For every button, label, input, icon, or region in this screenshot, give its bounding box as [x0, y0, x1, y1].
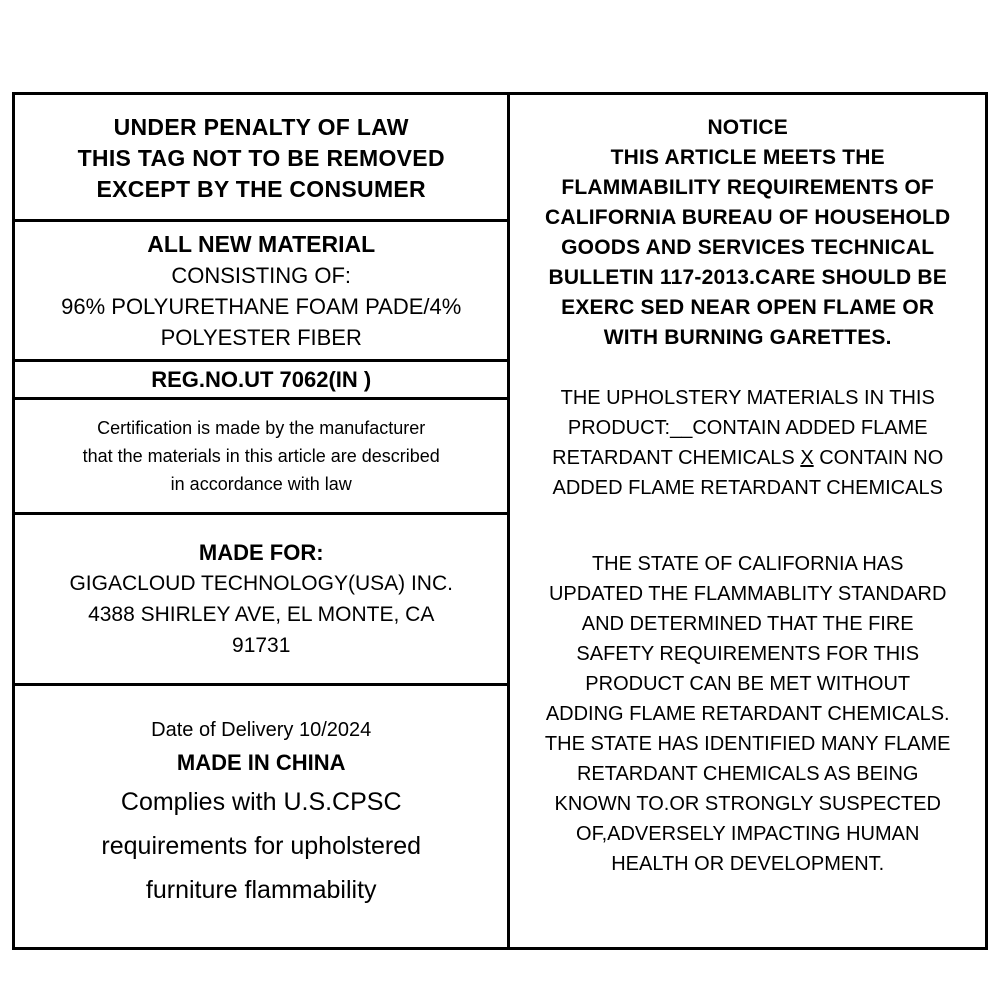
- registration-number-block: [15, 362, 507, 400]
- state-line-6: ADDING FLAME RETARDANT CHEMICALS.: [545, 703, 950, 725]
- delivery-date: Date of Delivery 10/2024: [151, 719, 372, 741]
- state-of-california-block: [520, 503, 975, 879]
- compliance-line-3: furniture flammability: [145, 876, 377, 904]
- made-for-company: GIGACLOUD TECHNOLOGY(USA) INC.: [69, 572, 453, 595]
- upholstery-line-3: [520, 443, 975, 473]
- state-line-7: THE STATE HAS IDENTIFIED MANY FLAME: [544, 733, 951, 755]
- state-line-8: RETARDANT CHEMICALS AS BEING: [576, 763, 919, 785]
- state-line-11: HEALTH OR DEVELOPMENT.: [611, 853, 885, 875]
- notice-block: [520, 95, 975, 353]
- certification-line-1: Certification is made by the manufacturer: [97, 418, 426, 438]
- notice-line-8: WITH BURNING GARETTES.: [603, 326, 892, 349]
- notice-line-4: CALIFORNIA BUREAU OF HOUSEHOLD: [545, 206, 951, 229]
- notice-line-7: EXERC SED NEAR OPEN FLAME OR: [561, 296, 935, 319]
- penalty-line-1: UNDER PENALTY OF LAW: [113, 114, 409, 140]
- material-heading: ALL NEW MATERIAL: [147, 231, 376, 257]
- registration-number: REG.NO.UT 7062(IN ): [151, 367, 372, 392]
- notice-line-3: FLAMMABILITY REQUIREMENTS OF: [561, 176, 935, 199]
- upholstery-line-3-post: CONTAIN NO: [813, 447, 944, 469]
- compliance-line-2: requirements for upholstered: [101, 832, 422, 860]
- state-line-3: AND DETERMINED THAT THE FIRE: [581, 613, 914, 635]
- material-content-block: [15, 222, 507, 362]
- upholstery-line-1: THE UPHOLSTERY MATERIALS IN THIS: [560, 387, 935, 409]
- state-line-10: OF,ADVERSELY IMPACTING HUMAN: [576, 823, 920, 845]
- certification-line-2: that the materials in this article are described: [82, 446, 440, 466]
- delivery-compliance-block: [15, 686, 507, 947]
- upholstery-line-4: ADDED FLAME RETARDANT CHEMICALS: [552, 477, 943, 499]
- material-line-2: 96% POLYURETHANE FOAM PADE/4%: [61, 294, 462, 319]
- made-for-heading: MADE FOR:: [198, 540, 324, 565]
- penalty-line-3: EXCEPT BY THE CONSUMER: [96, 176, 426, 202]
- state-line-2: UPDATED THE FLAMMABLITY STANDARD: [548, 583, 947, 605]
- notice-line-6: BULLETIN 117-2013.CARE SHOULD BE: [548, 266, 947, 289]
- state-line-4: SAFETY REQUIREMENTS FOR THIS: [576, 643, 920, 665]
- material-line-1: CONSISTING OF:: [171, 263, 352, 288]
- compliance-line-1: Complies with U.S.CPSC: [120, 788, 402, 816]
- upholstery-line-2: PRODUCT:__CONTAIN ADDED FLAME: [567, 417, 928, 439]
- left-column: [15, 95, 510, 947]
- notice-line-5: GOODS AND SERVICES TECHNICAL: [561, 236, 935, 259]
- right-column: [510, 95, 985, 947]
- state-line-5: PRODUCT CAN BE MET WITHOUT: [585, 673, 911, 695]
- penalty-of-law-block: [15, 95, 507, 222]
- notice-line-2: THIS ARTICLE MEETS THE: [610, 146, 885, 169]
- notice-heading: NOTICE: [707, 116, 788, 139]
- penalty-line-2: THIS TAG NOT TO BE REMOVED: [77, 145, 445, 171]
- upholstery-materials-block: [520, 353, 975, 503]
- state-line-1: THE STATE OF CALIFORNIA HAS: [591, 553, 904, 575]
- material-line-3: POLYESTER FIBER: [160, 325, 362, 350]
- certification-line-3: in accordance with law: [170, 474, 352, 494]
- certification-block: [15, 400, 507, 515]
- made-for-block: [15, 515, 507, 686]
- made-in-country: MADE IN CHINA: [176, 750, 346, 775]
- upholstery-line-3-pre: RETARDANT CHEMICALS: [552, 447, 801, 469]
- law-label-tag: [12, 92, 988, 950]
- made-for-address: 4388 SHIRLEY AVE, EL MONTE, CA: [88, 603, 435, 626]
- made-for-zip: 91731: [232, 634, 291, 657]
- upholstery-checkbox-mark: X: [800, 447, 814, 469]
- state-line-9: KNOWN TO.OR STRONGLY SUSPECTED: [554, 793, 941, 815]
